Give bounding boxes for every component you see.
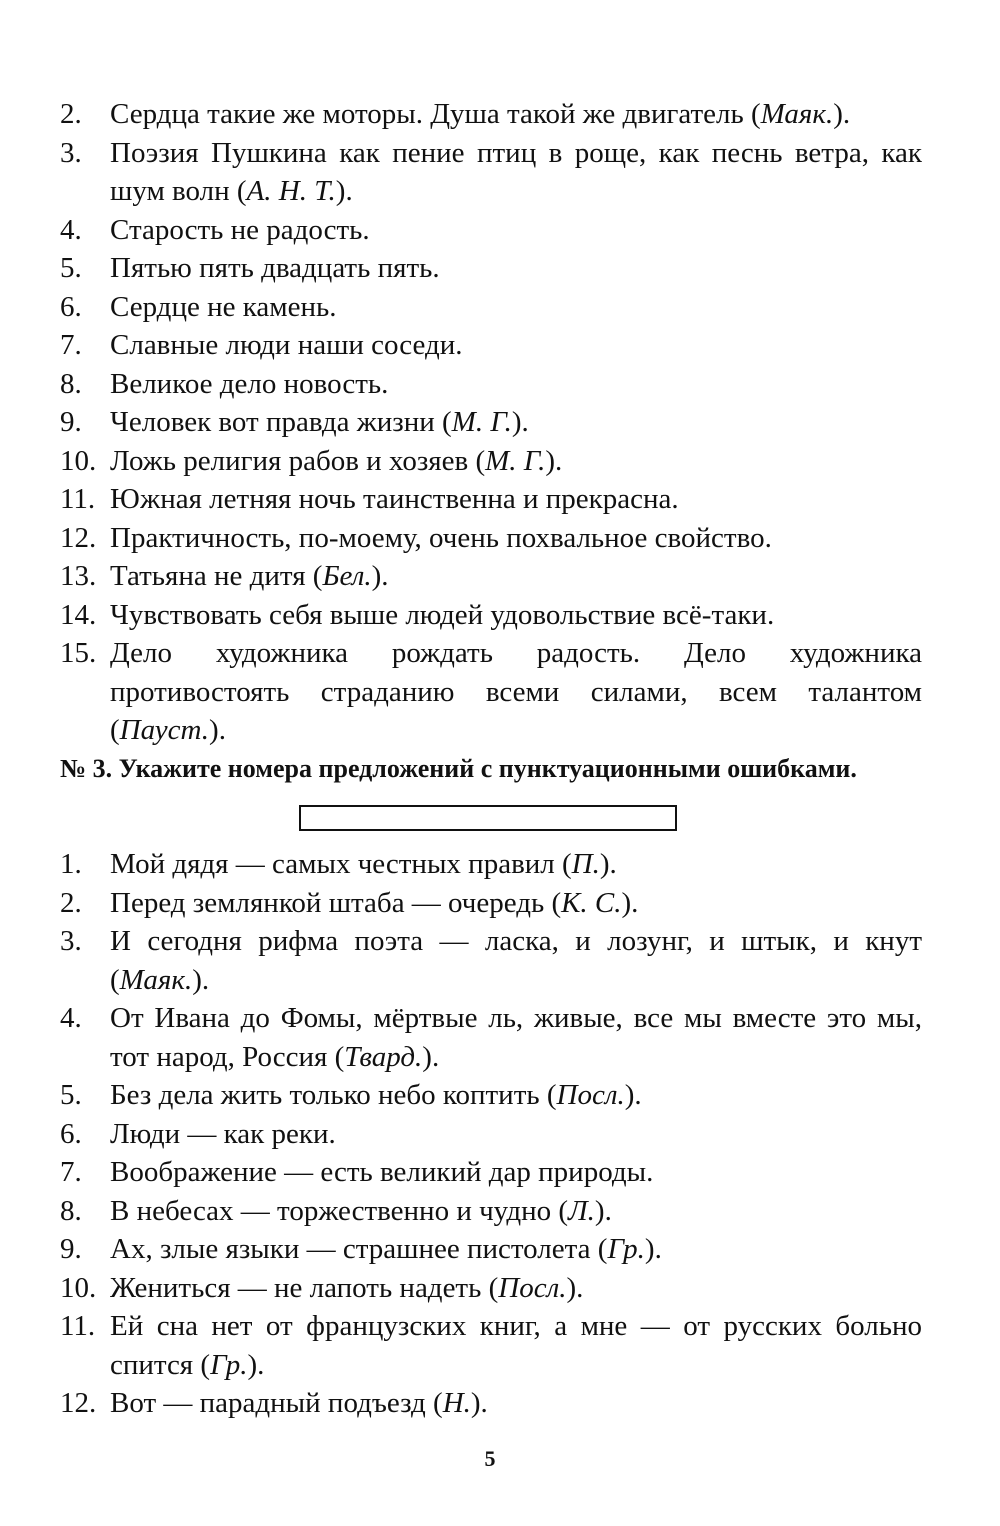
closing-punctuation: ). [371,560,389,592]
closing-punctuation: ). [644,1233,662,1265]
item-number: 1. [60,848,82,880]
sentence-text: Пятью пять двадцать пять. [110,252,440,284]
item-number: 11. [60,483,96,515]
closing-punctuation: ). [192,963,210,996]
list-item [0,365,1000,404]
item-number: 7. [60,1156,82,1188]
item-number: 15. [60,637,97,669]
sentence-text: Без дела жить только небо коптить ( [110,1079,557,1111]
item-text [110,1192,922,1231]
list-item [0,845,1000,884]
list-item [0,1153,1000,1192]
item-text [110,922,922,999]
item-number: 6. [60,1117,82,1150]
sentence-list-task2 [0,95,1000,750]
source-author: Твард. [344,1040,423,1073]
item-number: 7. [60,329,82,361]
list-item [0,288,1000,327]
sentence-text: Старость не радость. [110,213,370,246]
list-item [0,1230,1000,1269]
source-author: М. Г. [485,444,546,477]
item-text [110,442,922,481]
item-text [110,1269,922,1308]
closing-punctuation: ). [511,406,529,438]
item-text [110,1153,922,1192]
item-text [110,519,922,558]
answer-box[interactable] [299,805,677,831]
closing-punctuation: ). [422,1040,440,1073]
list-item [0,922,1000,999]
page-number: 5 [484,1446,496,1471]
list-item [0,634,1000,750]
sentence-text: От Ивана до Фомы, мёртвые ль, живые, все мы вместе это мы, тот народ, Россия ( [110,1002,922,1073]
source-author: Посл. [556,1079,625,1111]
item-number: 12. [60,521,97,554]
item-text [110,365,922,404]
sentence-text: Человек вот правда жизни ( [110,406,452,438]
item-text [110,1384,922,1423]
sentence-text: Чувствовать себя выше людей удовольствие всё-таки. [110,598,775,631]
item-text [110,1076,922,1115]
item-text [110,95,922,134]
sentence-text: Ей сна нет от французских книг, а мне — от русских больно спится ( [110,1310,922,1381]
sentence-text: Вот — парадный подъезд ( [110,1387,443,1419]
list-item [0,1076,1000,1115]
source-author: Маяк. [760,98,834,130]
list-item [0,1115,1000,1154]
sentence-list-task3 [0,845,1000,1423]
item-text [110,211,922,250]
sentence-text: Воображение — есть великий дар природы. [110,1156,654,1188]
list-item [0,249,1000,288]
source-author: Л. [568,1194,595,1227]
item-number: 6. [60,290,82,323]
list-item [0,1269,1000,1308]
item-number: 14. [60,598,97,631]
item-text [110,1115,922,1154]
closing-punctuation: ). [599,848,617,880]
list-item [0,1192,1000,1231]
source-author: Н. [442,1387,471,1419]
source-author: Маяк. [119,963,193,996]
item-number: 5. [60,1079,82,1111]
list-item [0,999,1000,1076]
list-item [0,403,1000,442]
item-text [110,999,922,1076]
sentence-text: Ах, злые языки — страшнее пистолета ( [110,1233,608,1265]
closing-punctuation: ). [470,1387,488,1419]
item-text [110,288,922,327]
source-author: Бел. [322,560,372,592]
source-author: Гр. [210,1348,248,1381]
sentence-text: В небесах — торжественно и чудно ( [110,1194,569,1227]
item-text [110,845,922,884]
list-item [0,557,1000,596]
item-number: 13. [60,560,97,592]
sentence-text: Южная летняя ночь таинственна и прекрасна. [110,483,679,515]
source-author: Пауст. [119,714,210,746]
source-author: Посл. [498,1271,567,1304]
item-number: 10. [60,1271,97,1304]
sentence-text: Ложь религия рабов и хозяев ( [110,444,486,477]
sentence-text: Поэзия Пушкина как пение птиц в роще, как песнь ветра, как шум волн ( [110,136,922,207]
closing-punctuation: ). [624,1079,642,1111]
sentence-text: Дело художника рождать радость. Дело художника противостоять страданию всеми силами, всем талантом ( [110,637,922,746]
item-text [110,134,922,211]
sentence-text: Люди — как реки. [110,1117,336,1150]
item-text [110,1230,922,1269]
item-number: 2. [60,98,82,130]
item-number: 5. [60,252,82,284]
list-item [0,95,1000,134]
sentence-text: Жениться — не лапоть надеть ( [110,1271,499,1304]
item-number: 4. [60,1002,82,1034]
item-number: 8. [60,367,82,400]
sentence-text: Мой дядя — самых честных правил ( [110,848,572,880]
list-item [0,596,1000,635]
sentence-text: Перед землянкой штаба — очередь ( [110,886,562,919]
sentence-text: Сердце не камень. [110,290,337,323]
sentence-text: Татьяна не дитя ( [110,560,323,592]
closing-punctuation: ). [335,175,353,207]
item-number: 3. [60,136,82,169]
list-item [0,326,1000,365]
source-author: М. Г. [451,406,512,438]
sentence-text: И сегодня рифма поэта — ласка, и лозунг, и штык, и кнут ( [110,925,922,996]
list-item [0,1384,1000,1423]
source-author: А. Н. Т. [246,175,336,207]
list-item [0,480,1000,519]
closing-punctuation: ). [247,1348,265,1381]
item-number: 4. [60,213,82,246]
item-text [110,326,922,365]
list-item [0,134,1000,211]
sentence-text: Практичность, по-моему, очень похвальное свойство. [110,521,772,554]
list-item [0,519,1000,558]
item-number: 2. [60,886,82,919]
item-text [110,884,922,923]
item-number: 8. [60,1194,82,1227]
item-text [110,249,922,288]
sentence-text: Великое дело новость. [110,367,389,400]
closing-punctuation: ). [209,714,226,746]
closing-punctuation: ). [594,1194,612,1227]
closing-punctuation: ). [833,98,851,130]
item-number: 11. [60,1310,96,1342]
source-author: Гр. [607,1233,645,1265]
closing-punctuation: ). [566,1271,584,1304]
closing-punctuation: ). [545,444,563,477]
list-item [0,442,1000,481]
list-item [0,884,1000,923]
item-number: 12. [60,1387,97,1419]
item-number: 10. [60,444,97,477]
item-number: 9. [60,1233,82,1265]
item-text [110,480,922,519]
sentence-text: Сердца такие же моторы. Душа такой же двигатель ( [110,98,761,130]
list-item [0,1307,1000,1384]
source-author: П. [571,848,600,880]
sentence-text: Славные люди наши соседи. [110,329,463,361]
item-text [110,403,922,442]
item-text [110,557,922,596]
item-number: 3. [60,925,82,957]
item-text [110,634,922,750]
task3-heading: № 3. Укажите номера предложений с пунктуационными ошибками. [60,754,857,783]
source-author: К. С. [561,886,622,919]
closing-punctuation: ). [621,886,639,919]
item-text [110,1307,922,1384]
list-item [0,211,1000,250]
item-number: 9. [60,406,82,438]
item-text [110,596,922,635]
